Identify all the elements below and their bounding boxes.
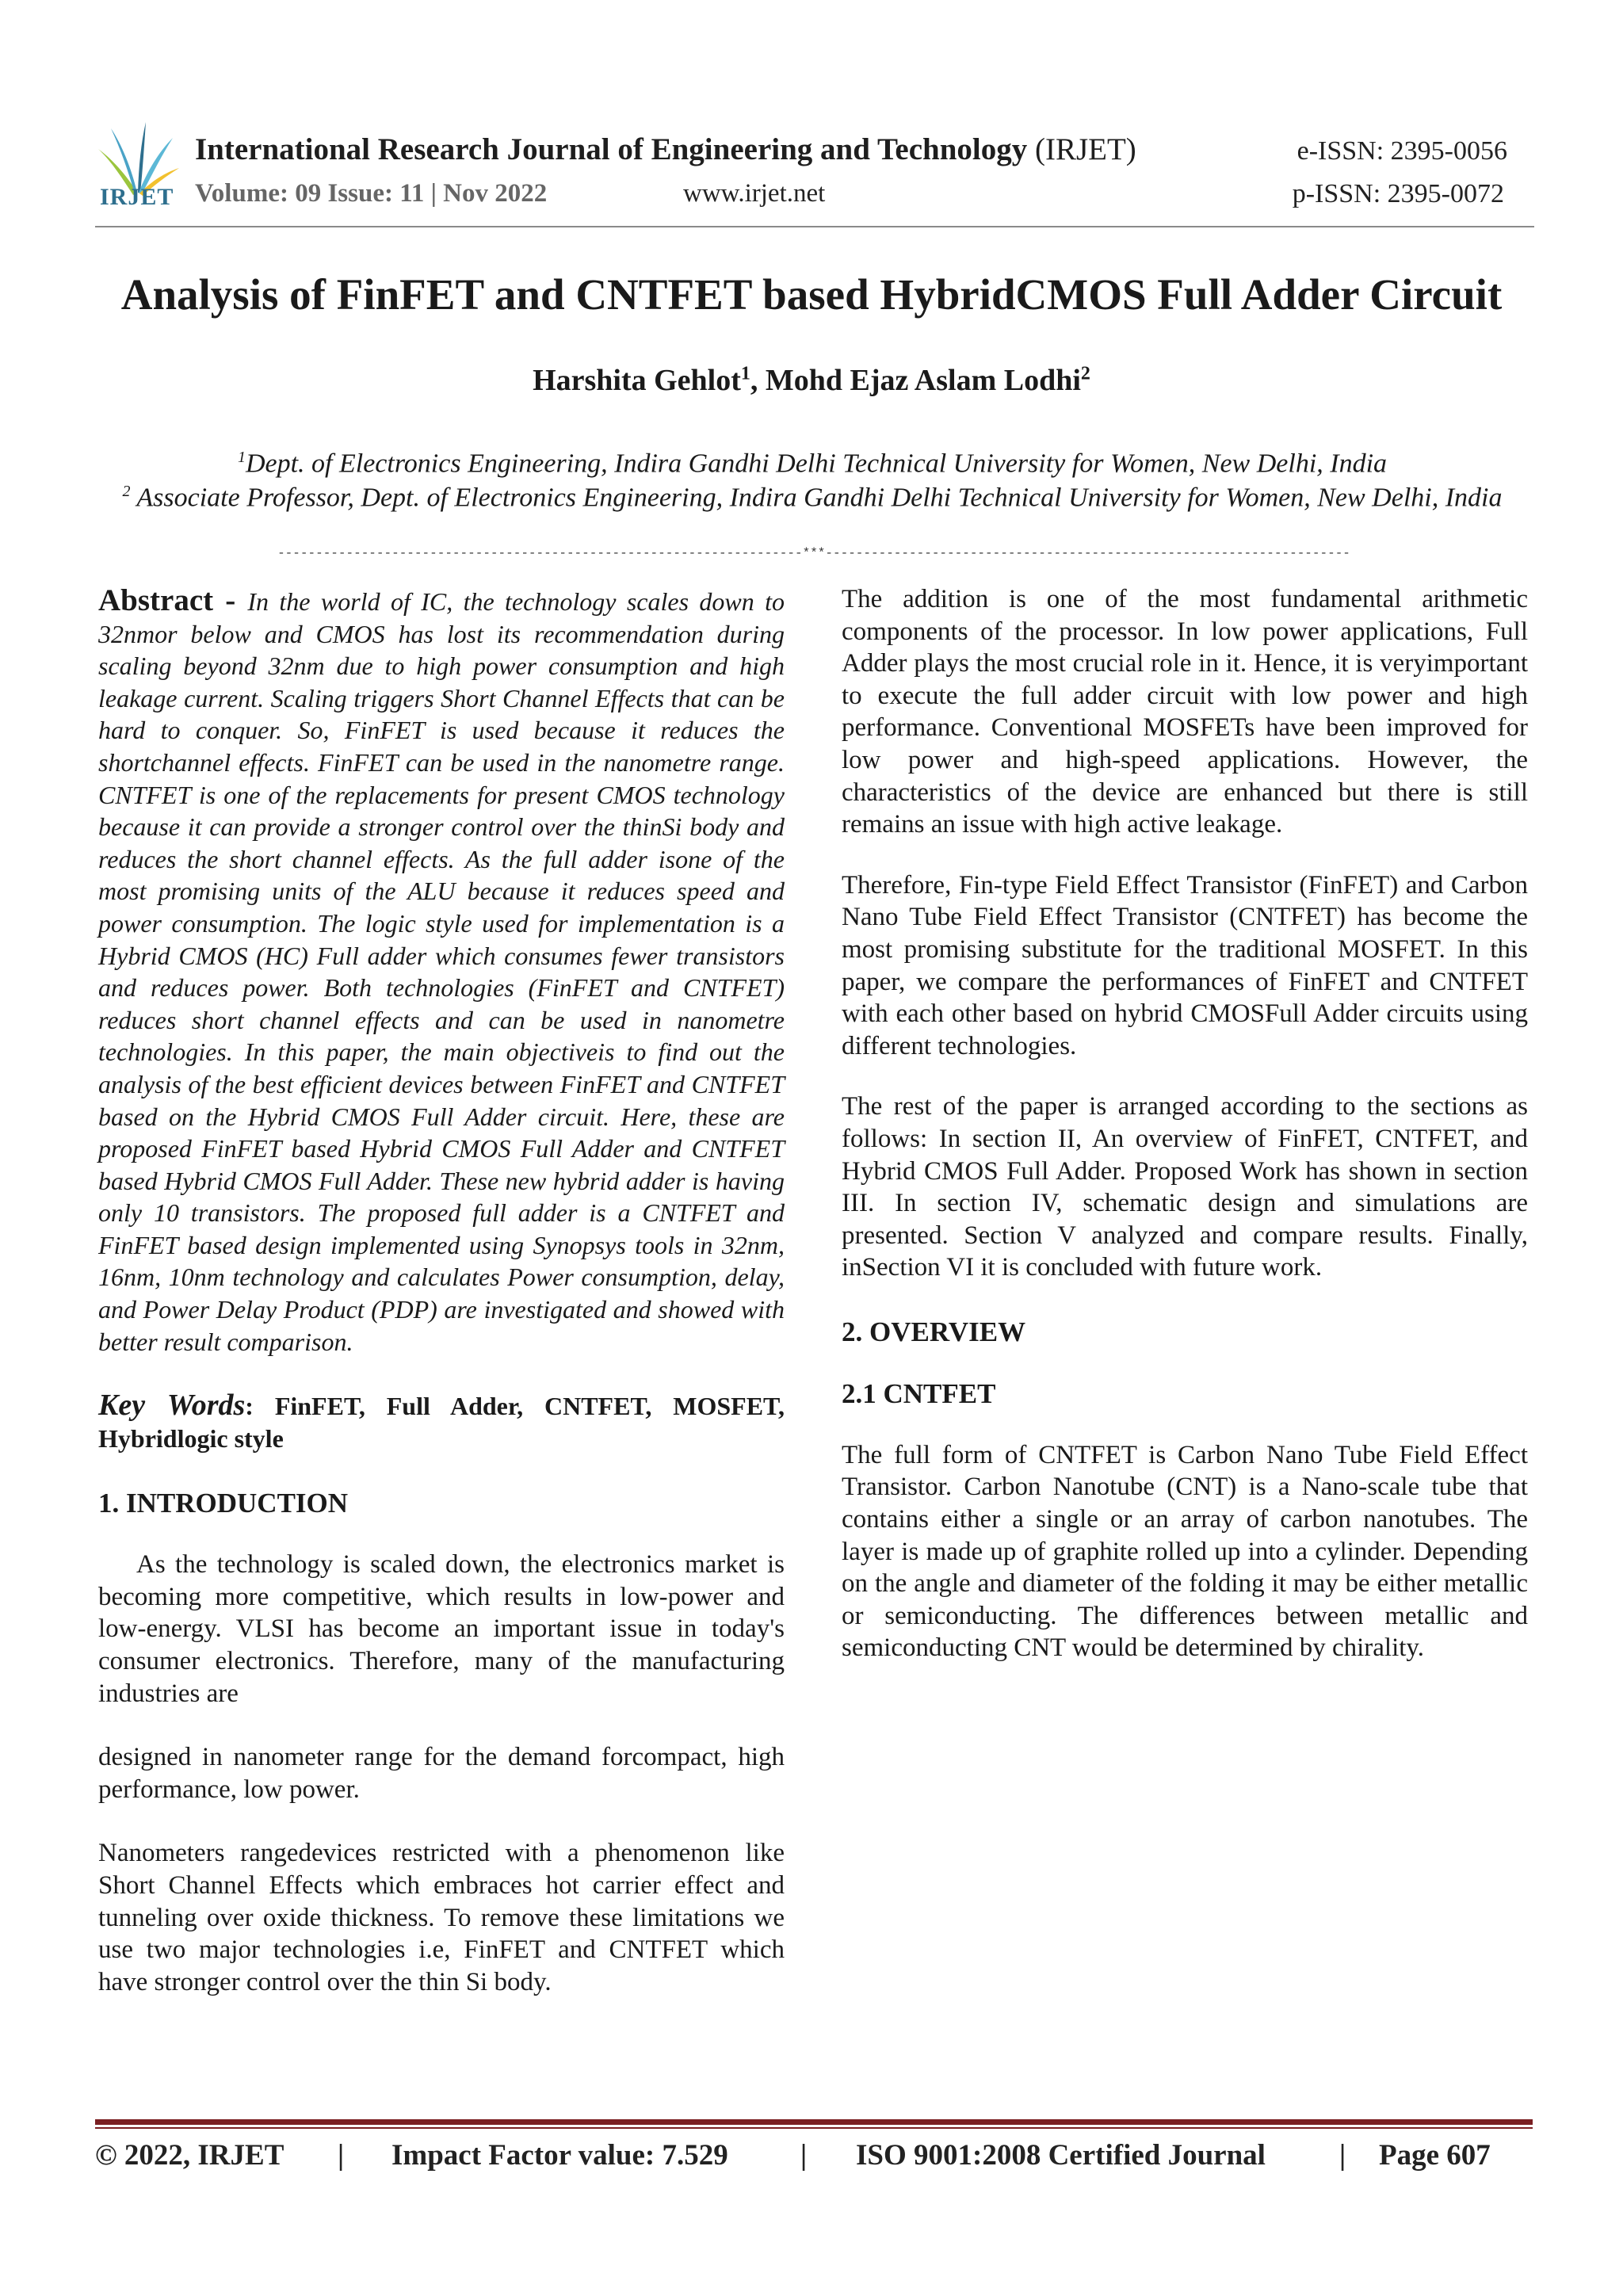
affiliation-2 [103,475,1522,514]
author-1: Harshita Gehlot [533,364,741,397]
introduction-paragraph-3: Nanometers rangedevices restricted with a phenomenon like Short Channel Effects which embraces hot carrier effect and tunneling over oxide thickness. To remove these limitations we use two major technologies i.e, FinFET and CNTFET which have stronger control over the thin Si body. [98,1839,785,1996]
left-column [98,585,785,1998]
footer-rule-thin [95,2127,1533,2129]
author-separator: , [750,364,766,397]
logo-text: IRJET [100,184,174,210]
right-paragraph-1: The addition is one of the most fundamental arithmetic components of the processor. In low power applications, Full Adder plays the most crucial role in it. Hence, it is veryimportant to execute the full adder circuit with low power and high performance. Conventional MOSFETs have been improved for low power and high-speed applications. However, the characteristics of the device are enhanced but there is still remains an issue with high active leakage. [842,585,1528,839]
paper-title: Analysis of FinFET and CNTFET based HybridCMOS Full Adder Circuit [120,270,1503,319]
footer-impact-factor: Impact Factor value: 7.529 [391,2139,728,2172]
keywords-heading: Key Words [98,1389,246,1423]
eissn: e-ISSN: 2395-0056 [1296,136,1507,166]
cntfet-heading: 2.1 CNTFET [842,1377,996,1409]
introduction-paragraph-2: designed in nanometer range for the demand forcompact, high performance, low power. [98,1743,785,1804]
abstract-text: In the world of IC, the technology scales down to 32nmor below and CMOS has lost its recommendation during scaling beyond 32nm due to high power consumption and high leakage current. Scaling triggers Short Channel Effects that can be hard to conquer. So, FinFET is used because it reduces the shortchannel effects. FinFET can be used in the nanometre range. CNTFET is one of the replacements for present CMOS technology because it can provide a stronger control over the thinSi body and reduces the short channel effects. As the full adder isone of the most promising units of the ALU because it reduces speed and power consumption. The logic style used for implementation is a Hybrid CMOS (HC) Full adder which consumes fewer transistors and reduces power. Both technologies (FinFET and CNTFET) reduces short channel effects and can be used in nanometre technologies. In this paper, the main objectiveis to find out the analysis of the best efficient devices between FinFET and CNTFET based on the Hybrid CMOS Full Adder circuit. Here, these are proposed FinFET based Hybrid CMOS Full Adder and CNTFET based Hybrid CMOS Full Adder. These new hybrid adder is having only 10 transistors. The proposed full adder is a CNTFET and FinFET based design implemented using Synopsys tools in 32nm, 16nm, 10nm technology and calculates Power consumption, delay, and Power Delay Product (PDP) are investigated and showed with better result comparison. [98,587,785,1356]
footer-separator-3: | [1339,2139,1346,2172]
introduction-heading: 1. INTRODUCTION [98,1488,349,1519]
affiliation-2-text: Associate Professor, Dept. of Electronics Engineering, Indira Gandhi Delhi Technical University for Women, New Delhi, India [130,483,1503,513]
journal-abbr: (IRJET) [1034,132,1136,166]
right-column [842,583,1528,1664]
author-2: Mohd Ejaz Aslam Lodhi [765,364,1081,397]
keywords [98,1389,785,1455]
right-paragraph-2: Therefore, Fin-type Field Effect Transistor (FinFET) and Carbon Nano Tube Field Effect Transistor (CNTFET) has become the most promising substitute for the traditional MOSFET. In this paper, we compare the performances of FinFET and CNTFET with each other based on hybrid CMOSFull Adder circuits using different technologies. [842,870,1528,1060]
journal-title [195,132,1136,167]
affiliation-2-sup: 2 [122,483,131,500]
footer-page-number: Page 607 [1379,2139,1491,2172]
keywords-colon: : [245,1392,275,1421]
header-rule [95,226,1534,227]
abstract [98,585,785,1358]
overview-heading: 2. OVERVIEW [842,1316,1026,1347]
pissn: p-ISSN: 2395-0072 [1292,179,1504,208]
authors [0,363,1623,398]
footer-iso: ISO 9001:2008 Certified Journal [856,2139,1266,2172]
introduction-paragraph-1: As the technology is scaled down, the electronics market is becoming more competitive, which results in low-power and low-energy. VLSI has become an important issue in today's consumer electronics. Therefore, many of the manufacturing industries are [98,1550,785,1708]
footer-separator-1: | [338,2139,345,2172]
cntfet-paragraph: The full form of CNTFET is Carbon Nano Tube Field Effect Transistor. Carbon Nanotube (CNT) is a Nano-scale tube that contains either a single or an array of carbon nanotubes. The layer is made up of graphite rolled up into a cylinder. Depending on the angle and diameter of the folding it may be either metallic or semiconducting. The differences between metallic and semiconducting CNT would be determined by chirality. [842,1440,1528,1663]
right-paragraph-3: The rest of the paper is arranged according to the sections as follows: In section II, An overview of FinFET, CNTFET, and Hybrid CMOS Full Adder. Proposed Work has shown in section III. In section IV, schematic design and simulations are presented. Section V analyzed and compare results. Finally, inSection VI it is concluded with future work. [842,1092,1528,1282]
author-2-sup: 2 [1080,363,1090,384]
author-1-sup: 1 [740,363,750,384]
abstract-heading: Abstract - [98,583,248,617]
volume-issue: Volume: 09 Issue: 11 | Nov 2022 [195,179,548,208]
footer-rule-thick [95,2119,1533,2125]
abstract-paragraph [98,585,785,1358]
affiliation-1-sup: 1 [237,449,246,466]
keywords-text: FinFET, Full Adder, CNTFET, MOSFET, Hybridlogic style [98,1392,785,1454]
footer-separator-2: | [800,2139,808,2172]
journal-name: International Research Journal of Engineering and Technology [195,132,1028,166]
section-divider: ---------------------------------------------------------------------***--------------------------------------------------------------------- [277,546,1350,560]
footer-copyright: © 2022, IRJET [95,2139,285,2172]
journal-website[interactable]: www.irjet.net [683,179,826,208]
affiliation-1-text: Dept. of Electronics Engineering, Indira Gandhi Delhi Technical University for Women, New Delhi, India [245,449,1388,479]
